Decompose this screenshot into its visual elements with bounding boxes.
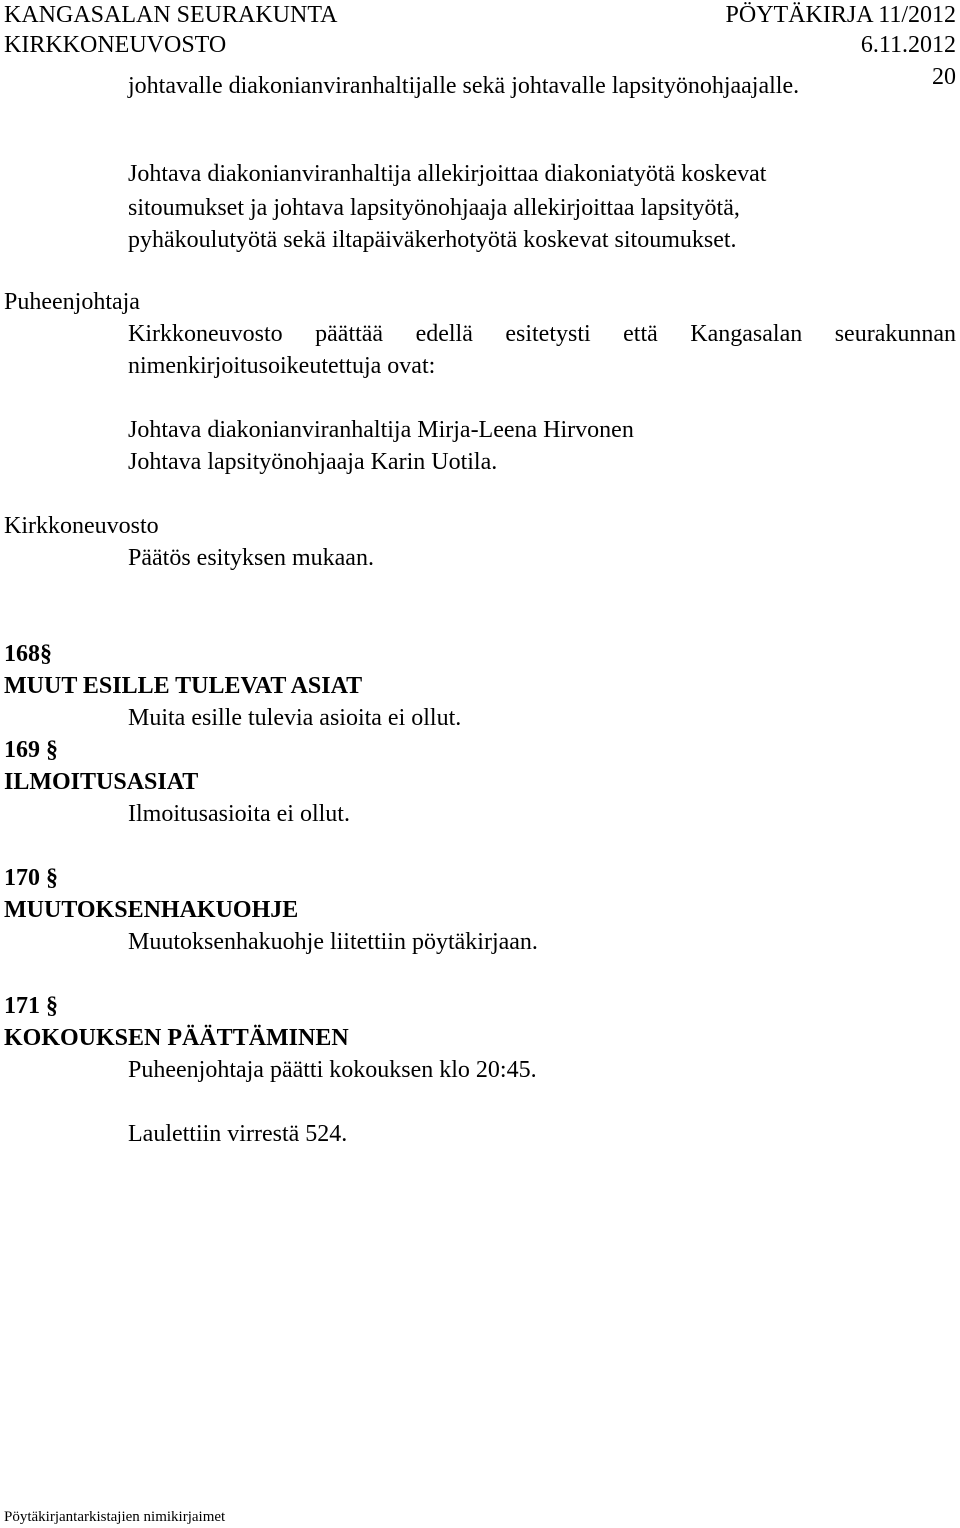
signatory-name: Johtava lapsityönohjaaja Karin Uotila. xyxy=(128,449,498,475)
section-body: Muutoksenhakuohje liitettiin pöytäkirjaan. xyxy=(128,929,538,955)
section-number-value: 168 xyxy=(4,641,40,667)
intro-paragraph-line: Johtava diakonianviranhaltija allekirjoittaa diakoniatyötä koskevat xyxy=(128,161,767,187)
section-body: Puheenjohtaja päätti kokouksen klo 20:45. xyxy=(128,1057,537,1083)
intro-line: johtavalle diakonianviranhaltijalle sekä johtavalle lapsityönohjaajalle. xyxy=(128,73,800,99)
signatory-name: Johtava diakonianviranhaltija Mirja-Leena Hirvonen xyxy=(128,417,634,443)
section-title: MUUTOKSENHAKUOHJE xyxy=(4,897,299,923)
footer-initials-label: Pöytäkirjantarkistajien nimikirjaimet xyxy=(4,1509,226,1525)
chair-proposal-line: Kirkkoneuvosto päättää edellä esitetysti että Kangasalan seurakunnan xyxy=(128,321,956,347)
header-document-title: PÖYTÄKIRJA 11/2012 xyxy=(725,2,956,28)
section-number-value: 171 xyxy=(4,993,40,1019)
section-body: Muita esille tulevia asioita ei ollut. xyxy=(128,705,462,731)
section-extra: Laulettiin virrestä 524. xyxy=(128,1121,348,1147)
header-organization: KANGASALAN SEURAKUNTA xyxy=(4,2,338,28)
section-title: MUUT ESILLE TULEVAT ASIAT xyxy=(4,673,363,699)
chair-proposal-line: nimenkirjoitusoikeutettuja ovat: xyxy=(128,353,436,379)
board-label: Kirkkoneuvosto xyxy=(4,513,159,539)
intro-paragraph-line: pyhäkoulutyötä sekä iltapäiväkerhotyötä koskevat sitoumukset. xyxy=(128,227,737,253)
section-number xyxy=(4,862,58,894)
paragraph-symbol: § xyxy=(40,641,52,667)
board-decision: Päätös esityksen mukaan. xyxy=(128,545,374,571)
section-number-value: 169 xyxy=(4,737,40,763)
paragraph-symbol: § xyxy=(46,737,58,763)
section-number xyxy=(4,638,52,670)
section-number-value: 170 xyxy=(4,865,40,891)
intro-paragraph-line: sitoumukset ja johtava lapsityönohjaaja allekirjoittaa lapsityötä, xyxy=(128,195,740,221)
section-title: ILMOITUSASIAT xyxy=(4,769,199,795)
page-number: 20 xyxy=(932,64,956,90)
header-body-name: KIRKKONEUVOSTO xyxy=(4,32,227,58)
paragraph-symbol: § xyxy=(46,993,58,1019)
section-number xyxy=(4,990,58,1022)
chair-label: Puheenjohtaja xyxy=(4,289,140,315)
section-number xyxy=(4,734,58,766)
section-body: Ilmoitusasioita ei ollut. xyxy=(128,801,350,827)
header-date: 6.11.2012 xyxy=(860,32,956,58)
section-title: KOKOUKSEN PÄÄTTÄMINEN xyxy=(4,1025,349,1051)
paragraph-symbol: § xyxy=(46,865,58,891)
